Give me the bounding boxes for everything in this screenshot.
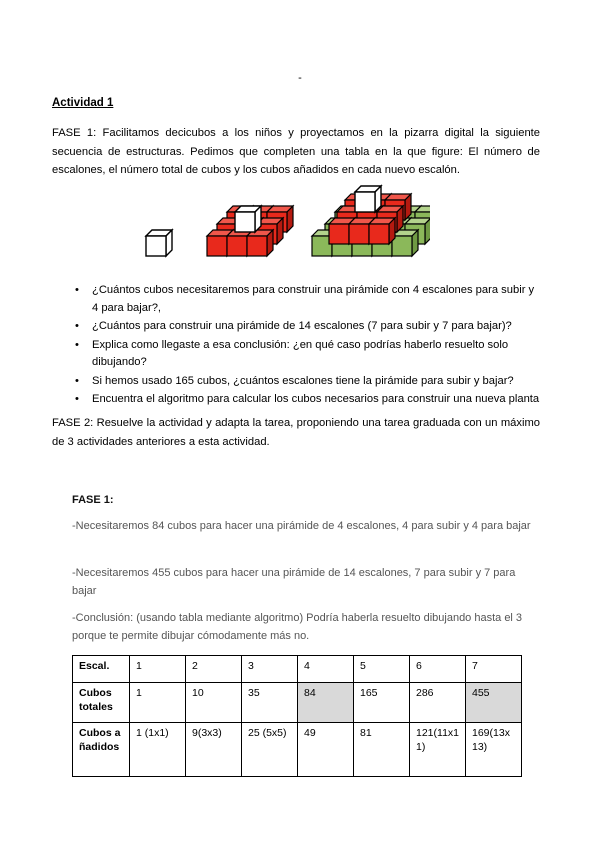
question-item: • ¿Cuántos cubos necesitaremos para construir una pirámide con 4 escalones para subir y 4 para bajar?,	[52, 282, 542, 317]
table-row	[73, 656, 522, 683]
answer-heading: FASE 1:	[72, 494, 114, 506]
table-cell: 1	[130, 683, 186, 723]
question-item: • Si hemos usado 165 cubos, ¿cuántos escalones tiene la pirámide para subir y bajar?	[52, 373, 542, 391]
question-list	[52, 282, 542, 410]
answer-conclusion: -Conclusión: (usando tabla mediante algoritmo) Podría haberla resuelto dibujando hasta el 3 porque te permite dibujar cómodamente más no.	[72, 612, 523, 642]
results-table	[72, 655, 522, 777]
table-row	[73, 683, 522, 723]
table-cell: 5	[354, 656, 410, 683]
table-cell: 9(3x3)	[186, 723, 242, 777]
question-item: • ¿Cuántos para construir una pirámide de 14 escalones (7 para subir y 7 para bajar)?	[52, 318, 542, 336]
answer-line-1: -Necesitaremos 84 cubos para hacer una pirámide de 4 escalones, 4 para subir y 4 para bajar	[72, 520, 531, 532]
table-cell: 1	[130, 656, 186, 683]
table-cell: 35	[242, 683, 298, 723]
table-cell: 25 (5x5)	[242, 723, 298, 777]
table-cell: Cubos totales	[73, 683, 130, 723]
fase2-paragraph: FASE 2: Resuelve la actividad y adapta la tarea, proponiendo una tarea graduada con un máximo de 3 actividades anteriores a esta actividad.	[52, 417, 540, 448]
table-cell: 1 (1x1)	[130, 723, 186, 777]
table-cell: 7	[466, 656, 522, 683]
table-cell: 286	[410, 683, 466, 723]
table-cell: 3	[242, 656, 298, 683]
fase1-paragraph: FASE 1: Facilitamos decicubos a los niños y proyectamos en la pizarra digital la siguiente secuencia de estructuras. Pedimos que completen una tabla en la que figure: El número de escalones, el número total de cubos y los cubos añadidos en cada nuevo escalón.	[52, 127, 540, 176]
page-header-mark: -	[298, 72, 302, 84]
table-cell: 121(11x11)	[410, 723, 466, 777]
table-cell: 49	[298, 723, 354, 777]
table-cell: 81	[354, 723, 410, 777]
table-row	[73, 723, 522, 777]
activity-title: Actividad 1	[52, 97, 114, 109]
table-cell: 6	[410, 656, 466, 683]
question-item: • Explica como llegaste a esa conclusión: ¿en qué caso podrías haberlo resuelto solo dibujando?	[52, 337, 542, 372]
answer-line-2: -Necesitaremos 455 cubos para hacer una pirámide de 14 escalones, 7 para subir y 7 para bajar	[72, 567, 516, 597]
pyramid-sequence-figure	[140, 184, 430, 268]
table-cell-highlight: 455	[466, 683, 522, 723]
table-cell: Escal.	[73, 656, 130, 683]
table-cell: 10	[186, 683, 242, 723]
table-cell: 4	[298, 656, 354, 683]
table-cell-highlight: 84	[298, 683, 354, 723]
table-cell: Cubos añadidos	[73, 723, 130, 777]
pyramid-3-steps	[312, 186, 430, 256]
table-cell: 169(13x13)	[466, 723, 522, 777]
pyramid-2-steps	[207, 206, 293, 256]
table-cell: 165	[354, 683, 410, 723]
question-item: • Encuentra el algoritmo para calcular los cubos necesarios para construir una nueva planta	[52, 391, 542, 409]
table-cell: 2	[186, 656, 242, 683]
pyramid-1-step	[146, 230, 172, 256]
